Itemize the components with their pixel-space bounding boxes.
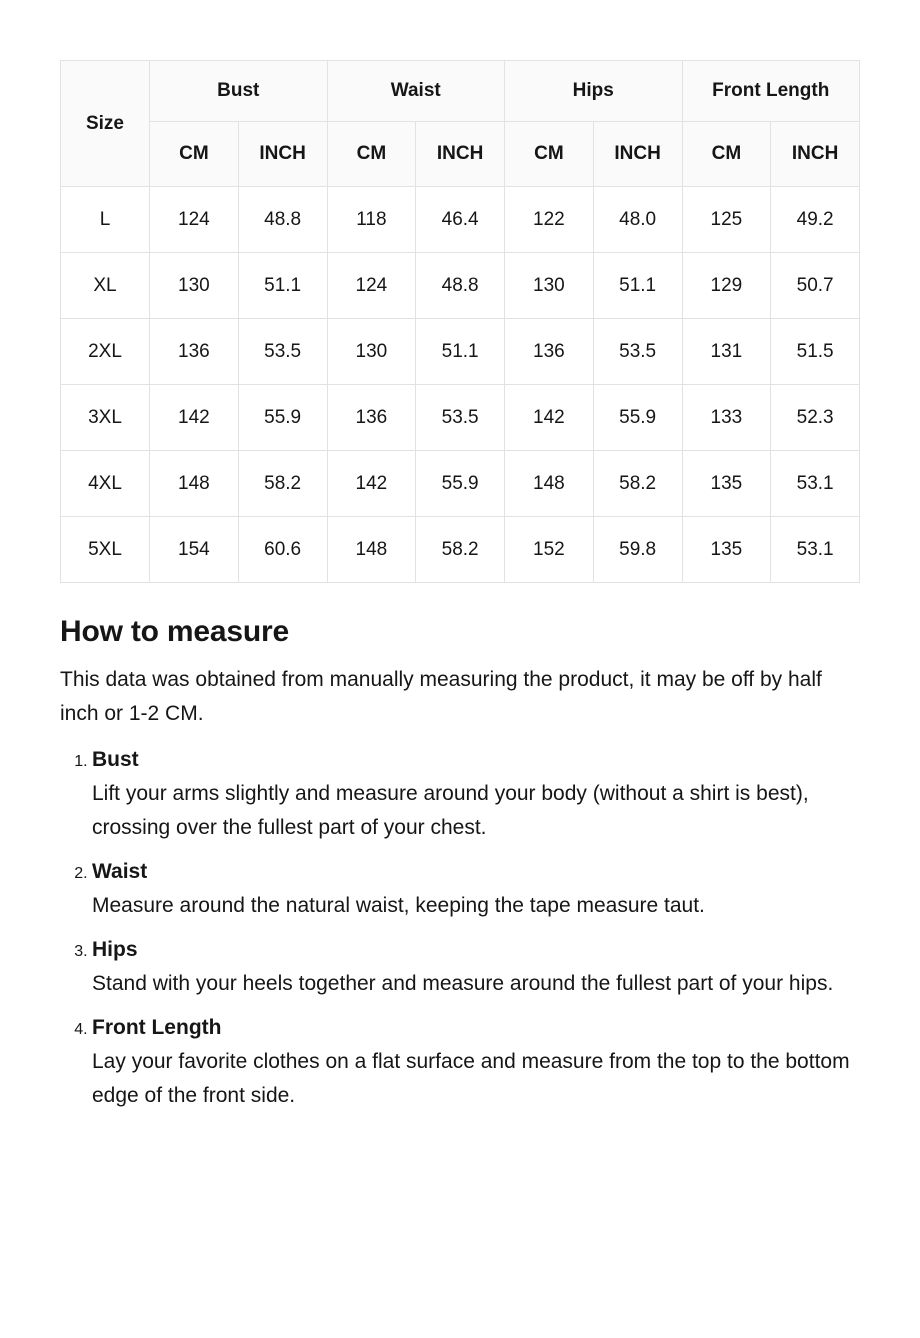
list-item <box>92 745 860 845</box>
unit-header-bust-inch: INCH <box>238 122 327 187</box>
cell-bust-cm: 136 <box>150 319 239 385</box>
cell-front-inch: 53.1 <box>771 451 860 517</box>
cell-hips-cm: 142 <box>505 385 594 451</box>
cell-front-cm: 133 <box>682 385 771 451</box>
cell-waist-inch: 55.9 <box>416 451 505 517</box>
cell-hips-inch: 58.2 <box>593 451 682 517</box>
unit-header-front-inch: INCH <box>771 122 860 187</box>
table-row <box>61 319 860 385</box>
cell-front-cm: 131 <box>682 319 771 385</box>
unit-header-hips-cm: CM <box>505 122 594 187</box>
list-item <box>92 1013 860 1113</box>
cell-waist-cm: 136 <box>327 385 416 451</box>
list-item <box>92 857 860 923</box>
list-item-description: Lift your arms slightly and measure around your body (without a shirt is best), crossing over the fullest part of your chest. <box>92 782 809 839</box>
cell-hips-inch: 59.8 <box>593 517 682 583</box>
cell-hips-cm: 122 <box>505 187 594 253</box>
cell-front-cm: 129 <box>682 253 771 319</box>
table-row <box>61 517 860 583</box>
cell-hips-cm: 148 <box>505 451 594 517</box>
cell-front-cm: 135 <box>682 517 771 583</box>
cell-bust-inch: 55.9 <box>238 385 327 451</box>
cell-front-inch: 53.1 <box>771 517 860 583</box>
cell-hips-inch: 55.9 <box>593 385 682 451</box>
cell-front-inch: 52.3 <box>771 385 860 451</box>
cell-front-cm: 125 <box>682 187 771 253</box>
list-item-title: 4. Front Length <box>92 1016 222 1039</box>
cell-waist-inch: 46.4 <box>416 187 505 253</box>
list-item-description: Lay your favorite clothes on a flat surface and measure from the top to the bottom edge of the front side. <box>92 1050 850 1107</box>
size-chart-table <box>60 60 860 583</box>
cell-waist-cm: 142 <box>327 451 416 517</box>
cell-waist-cm: 130 <box>327 319 416 385</box>
measure-intro-text: This data was obtained from manually measuring the product, it may be off by half inch or 1-2 CM. <box>60 668 822 725</box>
unit-header-hips-inch: INCH <box>593 122 682 187</box>
list-item-description: Measure around the natural waist, keeping the tape measure taut. <box>92 894 705 917</box>
cell-hips-inch: 51.1 <box>593 253 682 319</box>
table-body <box>61 187 860 583</box>
cell-hips-cm: 136 <box>505 319 594 385</box>
cell-waist-inch: 51.1 <box>416 319 505 385</box>
list-item-title: 2. Waist <box>92 860 148 883</box>
unit-header-front-cm: CM <box>682 122 771 187</box>
list-item-description: Stand with your heels together and measure around the fullest part of your hips. <box>92 972 834 995</box>
cell-bust-inch: 60.6 <box>238 517 327 583</box>
list-item <box>92 935 860 1001</box>
column-header-size: Size <box>61 61 150 187</box>
unit-header-waist-inch: INCH <box>416 122 505 187</box>
cell-hips-cm: 130 <box>505 253 594 319</box>
table-header-row-groups <box>61 61 860 122</box>
cell-front-inch: 51.5 <box>771 319 860 385</box>
cell-bust-inch: 51.1 <box>238 253 327 319</box>
table-header-row-units <box>61 122 860 187</box>
cell-front-inch: 50.7 <box>771 253 860 319</box>
cell-bust-cm: 154 <box>150 517 239 583</box>
cell-bust-cm: 148 <box>150 451 239 517</box>
cell-bust-inch: 53.5 <box>238 319 327 385</box>
cell-front-cm: 135 <box>682 451 771 517</box>
cell-size: XL <box>61 253 150 319</box>
cell-waist-inch: 48.8 <box>416 253 505 319</box>
cell-waist-inch: 53.5 <box>416 385 505 451</box>
cell-waist-inch: 58.2 <box>416 517 505 583</box>
cell-hips-cm: 152 <box>505 517 594 583</box>
cell-waist-cm: 148 <box>327 517 416 583</box>
cell-waist-cm: 124 <box>327 253 416 319</box>
cell-bust-cm: 142 <box>150 385 239 451</box>
table-row <box>61 451 860 517</box>
cell-size: 2XL <box>61 319 150 385</box>
page-title: How to measure <box>60 615 289 648</box>
cell-bust-cm: 124 <box>150 187 239 253</box>
cell-size: 5XL <box>61 517 150 583</box>
table-header <box>61 61 860 187</box>
cell-front-inch: 49.2 <box>771 187 860 253</box>
cell-hips-inch: 48.0 <box>593 187 682 253</box>
cell-waist-cm: 118 <box>327 187 416 253</box>
table-row <box>61 385 860 451</box>
cell-bust-inch: 48.8 <box>238 187 327 253</box>
unit-header-bust-cm: CM <box>150 122 239 187</box>
unit-header-waist-cm: CM <box>327 122 416 187</box>
column-group-hips: Hips <box>505 61 683 122</box>
table-row <box>61 187 860 253</box>
list-item-title: 3. Hips <box>92 938 138 961</box>
column-group-waist: Waist <box>327 61 505 122</box>
cell-size: 4XL <box>61 451 150 517</box>
column-group-front-length: Front Length <box>682 61 860 122</box>
measure-instruction-list <box>60 745 860 1113</box>
cell-size: 3XL <box>61 385 150 451</box>
column-group-bust: Bust <box>150 61 328 122</box>
cell-size: L <box>61 187 150 253</box>
cell-bust-cm: 130 <box>150 253 239 319</box>
list-item-title: 1. Bust <box>92 748 139 771</box>
cell-hips-inch: 53.5 <box>593 319 682 385</box>
cell-bust-inch: 58.2 <box>238 451 327 517</box>
table-row <box>61 253 860 319</box>
